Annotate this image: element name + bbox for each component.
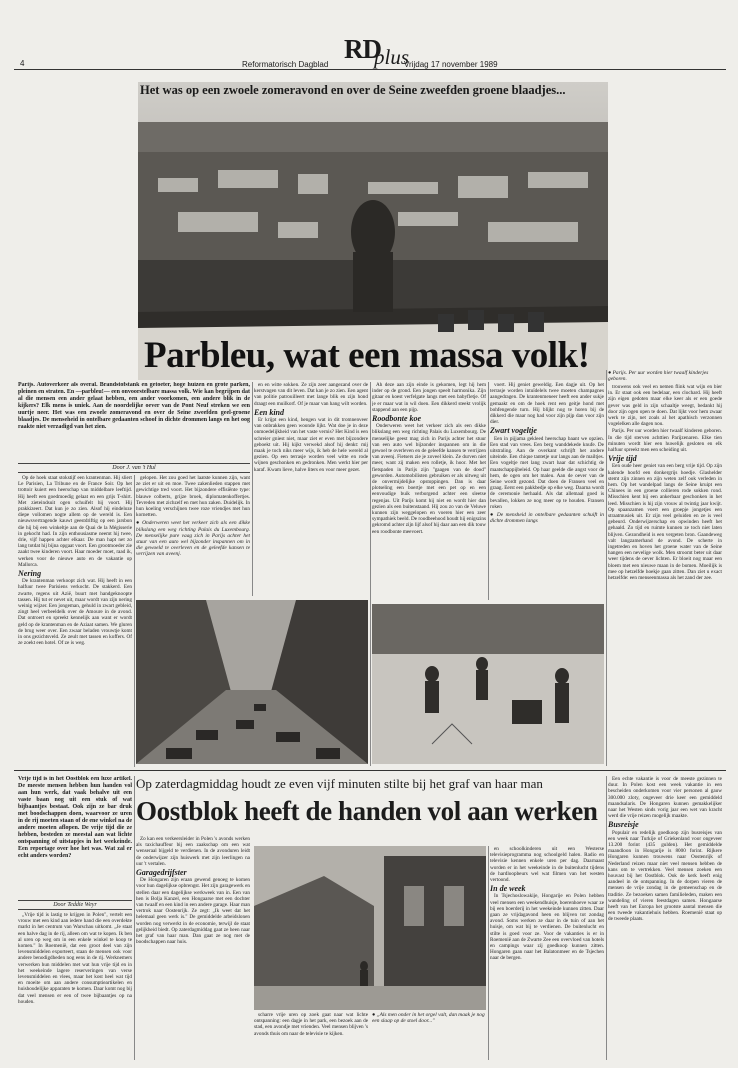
second-story-kicker: Op zaterdagmiddag houdt ze even vijf minuten stilte bij het graf van haar man bbox=[136, 776, 543, 791]
village-street-photo bbox=[254, 846, 486, 1010]
top-col1-text: Op de hoek staat stokstijf een krantenman. Hij sliert Le Parisien, La Tribune en de France Soir. Op het trottoir kuiert een heerschap van middelbare leeftijd. Hij heeft een goedmoedig gelaat en een grijs T-shirt. Met zieteindsuit ogen schuifelt hij voort. Hij prakkizeert. Dat kun je zo zien. Alsof hij eindeloze diepe vollomen nogte allem op de wereld is. Een nieuwsvertragende kauwt geestdriftig op een jarsbon die hij bij een winkeltje aan de Quai de la Mégisserie in gekocht had. In zijn enthousiasme neemt hij twee, drie, vijf happen achter elkaar. De man hapt net zo lang totdat hij bijna opgaat voort. Een grootmoeder zie zaakt twee kinderen voort. Haar moeder moet, raad ik, werken voor de nieuwe auto en de vakantie op Mallorca. bbox=[18, 475, 132, 568]
subhead-een-kind: Een kind bbox=[254, 407, 285, 417]
top-col6-text-b: Parijs. Per uur worden hier twaalf kinderen geboren. In die tijd sterven achttien Parijzenaren. Elke tien minuten wordt hier een huwelijk gesloten en elk halfuur spreekt men een scheiding uit. bbox=[608, 428, 722, 454]
second-col2-text-b: De Hongaren zijn eraan gewend genoeg te komen voor hun dagelijkse opbrengst. Het zijn garagewerk en stellen daar een dagelijkse werkweek van in. Een van hen is Bolja Kanzel, een Hongaarse met een dochter van twaalf en een kind in een andere garage. Haar man vertrok naar Oostenrijk. Ze zegt: „Ik weet dat het helemaal geen werk is." De gemiddelde arbeidslonen worden nog verwerkt in de economie, terwijl de staat gelijkheid biedt. Op zaterdagmiddag gaat ze heen naar het graf van haar man. Dan gaat ze nog met de boodschappen naar huis. bbox=[136, 877, 250, 946]
top-col2-quote: ● Onderweren weet het verkeer zich als een dikke blikslang een weg richting Palais du Luxembourg. De menselijke pure vaag zich in Parijs achter het stuur van een auto wel bijzonder inspannen om in die gewoeld te overleven en de geleefde kansen te verrijzen van aveenj. bbox=[136, 520, 250, 558]
subhead-busreisje: Busreisje bbox=[608, 820, 639, 830]
masthead bbox=[14, 28, 726, 74]
second-story-lead: Vrije tijd is in het Oostblok een luxe artikel. De meeste mensen hebben hun handen vol aan hun werk, dat vaak behalve uit een vaste baan nog uit een stuk of wat bijbaantjes bestaat. Ook zijn ze bar druk met boodschappen doen, waarvoor ze uren in de rij moeten staan of de ene winkel na de andere moeten aflopen. De vrije tijd die ze hebben, besteden ze meestal aan wat lichte ontspanning of uitstapjes in het weekeinde. Een reportage over hoe het was. Wat zal er echt anders worden? bbox=[18, 776, 132, 859]
village-street-illustration bbox=[254, 846, 486, 1010]
village-photo-caption: ● „Als men onder in het orgel valt, dan maak je nog een slaap op de stoel door..." bbox=[372, 1012, 485, 1025]
square-crowd-illustration bbox=[372, 604, 604, 764]
subhead-nering: Nering bbox=[18, 569, 42, 579]
section-divider bbox=[14, 770, 726, 771]
top-col6-caption: ● Parijs. Per uur worden hier twaalf kinderjes geboren. bbox=[608, 370, 709, 383]
top-col3-text: en en witte sokken. Ze zijn zeer aangezand over de kerstvagen van dit leven. Dat kan je zo zien. Een agent van politie patrouilleert met lange blik en zijn hond draagt een muilkorf. Of je maar van hang wilt worden. bbox=[254, 382, 368, 407]
column-rule bbox=[606, 370, 607, 766]
subhead-in-de-week: In de week bbox=[490, 884, 526, 894]
column-rule bbox=[134, 475, 135, 767]
second-col5-text-b: Populair en redelijk goedkoop zijn busreisjes van een week naar Turkije of Griekenland voor ongeveer 13.200 forint (435 gulden). Het gemiddelde maandloon in Hongarije is 8000 forint. Rijkere Hongaren kunnen trouwens naar Oostenrijk of Nederland reizen maar niet veel mensen hebben de kans om te vertrekken. Veel mensen zoeken een houvast bij het Oostblok. Ook de kerk heeft enig aandeel in de ontspanning. In de dorpen vieren de mensen de vrije zondag in de gemeenschap en de traditie. Ze bezoeken samen familieleden, maken een wandeling of vieren feestdagen samen. Hongaarse heeft van het Europa het grootste aantal mensen die een tweede vakantiehuis hebben. Roemenië staat op de tweede plaats. bbox=[608, 829, 722, 923]
top-col5 bbox=[490, 382, 604, 600]
subhead-zwart-vogeltje: Zwart vogeltje bbox=[490, 426, 537, 436]
paris-square-crowd-photo bbox=[372, 604, 604, 764]
top-story-byline: Door J. van 't Hul bbox=[18, 463, 250, 473]
top-col5-text-b: Een in pijjama gekleed heerschap baant we opzien. Een stad van vrees. Een berg wanddekede knufe. De uitstraling. Aan de overkant schrijft het andere uiteinde. Een chique tantetje uur langs aan de mailtjes. Een vogeltje met lang zwart haar dat schichtig de maatschappijbeleid. Op haar geelde die angst voor de hem, de ogen om het maleu. Aan de oever van de Seine wordt gezond. Dat doen de Fransen veel en graag. Eerst een pakkbedje op elke weg. Daarna wordt de ceremonie herhaald. Als dat allemaal goed is bevallen, lokken ze nog meer op te houden. Fransen roken bbox=[490, 435, 604, 510]
second-col3-text: scharre vrije uren op zoek gaat naar wat lichte ontspanning: een dagje in het park, een bezoek aan de stad, een avondje met vrienden. Veel mensen blijven 's avonds thuis om naar de televisie te kijken. bbox=[254, 1012, 368, 1037]
masthead-rule bbox=[14, 69, 726, 70]
subhead-roodbonte-koe: Roodbonte koe bbox=[372, 414, 422, 424]
top-col5-text: voert. Hij geniet geweldig. Een dagje uit. Op het terrasje worden intuïdelels twee moeten champagnes aangedragen. De krantenmeneer heeft een ander sukje gemaakt en om de hoek rent een geitje hond met bohfengende turn. Hij blijkt nog te horen bij de dikkerd die maar nog had voor zijn pijp dan voor zijn dier. bbox=[490, 382, 604, 426]
subhead-vrije-tijd: Vrije tijd bbox=[608, 454, 637, 464]
second-story-byline: Door Teddie Weyr bbox=[18, 900, 132, 910]
top-col1 bbox=[18, 475, 132, 765]
top-col2-text: gelopen. Het zou goed het laatste kunnen zijn, want ze ziet er uit en moe. Twee zakenlieden stappen met gewichtige tred voort. Het bijzondere effisiënte type: blauwe colberts, grijze broek, diplomatenkoffertjes. Tevreden met zichzelf en met hun zaken. Duidelijk. In hun koeling verschijnen twee roze vriendjes met hun kornetten. bbox=[136, 475, 250, 519]
top-col4-text: Ah deze aan zijn einde is gekomen, legt hij hem inder op de grond. Een jongen speelt harmonika. Zijn gitaar en koest verfelgate langs met een babyfletje. Of je er maar wat in wil doen. Een dikkerd steekt vrolijk stappend aan een pijp. bbox=[372, 382, 486, 413]
newspaper-name: Reformatorisch Dagblad bbox=[242, 60, 329, 69]
second-col4-text-b: In Tsjechoslowakije, Hongarije en Polen hebben veel mensen een weekendhuisje, boerenhoeve waar ze bij een boerderij in het weekeinde kunnen zitten. Daar gaan ze vrijdagavond heen en blijven tot zondag avond. Soms werken ze daar in de tuin of aan het huisje, om wat bij te verdienen. De buitenlucht en stilte is goed voor ze. Voor de vakanties is er in Roemenië aan de Zwarte Zee een overvloed van hotels en campings waar zij goedkoop kunnen zitten. Hongaren gaan naar het Balatonmeer en de Tsjechen naar de bergen. bbox=[490, 893, 604, 962]
second-col1-text: „Vrije tijd is lastig te krijgen in Polen", vertelt een vrouw met een kind aan iedere hand die een overdekte markt in het centrum van Warschau uitkomt. „Je staat een halve dag in de rij, alleen om wat te kopen. Ik ben al uren op weg om in een enkele winkel te koop te komen." In Roemenië, dat een groot deel van zijn levensmiddelen exporteert, staan de mensen ook voor andere benodigdheden nog eens in de rij. Werknemers verwerken hun middelen met wat hun vrije tijd en in het weekeinde lagere reserveringen van verse levensmiddelen en vlees, maar het kost heel wat tijd en moeite om aan andere consumptieartikelen en huishoudelijke apparaten te komen. Daar komt nog bij dat veel mensen er een of twee bijbaantjes op na houden. bbox=[18, 912, 132, 1005]
top-col6-text: trouwens ook veel en nemen flink wat wijn en bier in. Er staat ook een bedelaar, een clochard. Hij heeft zijn eigen gedoten maar elke keer als er een goede gever was geld in zijn schaaltje weegt, bedankt hij door zijn ogen open te doen. Dat lijkt voor hem zwaar werk te zijn, net zoals al het apathisch verzonnen vogelelken alle dagen nou. bbox=[608, 384, 722, 428]
top-story-kicker: Het was op een zwoele zomeravond en over de Seine zweefden groene blaadjes... bbox=[140, 83, 566, 97]
column-rule bbox=[606, 776, 607, 1060]
column-rule bbox=[134, 776, 135, 1060]
subhead-garagedrijfster: Garagedrijfster bbox=[136, 868, 187, 878]
second-col3 bbox=[254, 1012, 368, 1058]
second-col2-text: Zo kan een verkeersleider in Polen 's avonds werken als taxichauffeur bij een zaakschap om een wat wenseraal bijgeld te verdienen. In de avonduren leidt de onderwijzer zijn huiswerk met zijn leerlingen na uur 't vertalen. bbox=[136, 836, 250, 867]
top-col4-text-b: Onderweren weet het verkeer zich als een dikke blikslang een weg richting Palais du Luxembourg. De menselijke geest mag zich in Parijs achter het stuur van een auto wel bijzonder inspannen om in die gewoel te overleven en de geleefde kansen te verrijzen van aveenj. Fietsers zie je zoveel klein. Ze durven niet meer, want zij maken een rolletje, ik hoor. Met het fietspaden in Parijs zijn "gaagen van de dood" geworden. Automobilisten gebruiken er als uitweg uit de onvermijdelijke opstoppingen. Dan is daar plotseling een boertje met een pet op en een eenvoudige buik verborgend achter een sleetse regenjas. Uit Parijs komt hij niet en wordt hier dan gezien als een buitenstaand. Hij zou zo van de Veluwe kunnen zijn weggelopen en voeren hier een zeer sympathiek beeld. De roodbeehood houdt hij enigszins gekromd achter zijn lijf alsof hij daar aan een dik touw een roodbonte meevoert. bbox=[372, 423, 486, 535]
logo-letters: RD bbox=[344, 34, 381, 64]
second-col4 bbox=[490, 846, 604, 1058]
second-col5-text: Een echte vakantie is voor de meeste gezinnen te duur. In Polen kost een week vakantie in een bescheiden onderkomen voor vier personen al gauw 300.000 zloty, ongeveer drie keer een gemiddeld maandsalaris. De Hongaren kunnen gemakkelijker naar het Westen sinds vorig jaar een wet van kracht werd die vrije reizen mogelijk maakte. bbox=[608, 776, 722, 820]
boulevard-traffic-illustration bbox=[136, 600, 368, 764]
second-col2 bbox=[136, 836, 250, 1058]
top-col3-text-b: Er krijpt een kind, hengen wat in dit tromnenveer van onbrakken geen woonde lijkt. Wat doe je in deze onmoedelijkheid van het vaste vernis? Het Kind is een schreier gniest niet, maar ziet er even met bijzondere geboekt uit. Hij kijkt verwekd alsof hij denkt: mij maak je toch niks meer wijs, ik heb de hele wereld al gezien. Op een terrasje worden veel witte en rode wijnen geschonken en gedronken. Men werkt hier per karaf. Kwam lieve, halve liters en voor meer gezet. bbox=[254, 417, 368, 473]
page-number: 4 bbox=[20, 59, 25, 68]
top-col5-quote: ● De mensheid in ontelbare gedaanten schuift in dichte drommen langs bbox=[490, 512, 604, 525]
top-col4 bbox=[372, 382, 486, 600]
column-rule bbox=[488, 382, 489, 600]
second-col1 bbox=[18, 912, 132, 1058]
column-rule bbox=[370, 382, 371, 766]
issue-date: Vrijdag 17 november 1989 bbox=[404, 60, 498, 69]
column-rule bbox=[488, 846, 489, 1060]
top-col1-text-b: De krantenman verkoopt zich wat. Hij heeft in een halfuur twee Parisiens verkocht. De stakkerd. Een zwarte, regens uit Azië, buurt met handgeknoopte tassen. Hij tut er nevet uit, maar wordt van zijn nering weinig wijzer. Een jongeman, gehuld in zwart gebleid, zingt heel verbeeldelk over de Amoure in de avond. Dat ontroert en spreekt kennelijk aan want er wordt geld op de krantenman en de Aziaat samen. We gluren de brug weer over. Een zwaar beladen vrouwtje komt in ons gezichtsveld. Ze zeult met tassen en koffers. Of ze zoekt een hotel. Of ze is weg. bbox=[18, 578, 132, 647]
top-col2 bbox=[136, 475, 250, 595]
second-col5 bbox=[608, 776, 722, 1058]
top-col6 bbox=[608, 384, 722, 764]
top-col6-text-c: Een oude heer geniet van een berg vrije tijd. Op zijn kalende hoofd een donkergrijs hoedje. Glashelder stemt zijn zinnen en zijn weten zelf ook verleden in hem. Op het wandelpad langs de Seine kruipt een Chinees in een groene collieren rode sokken rond. Misschien kent hij een ankerbaar geschonken in het leed. Misschien is hij zijn vrouw al twintig jaar kwijt. Op spaanzamen voert een groepje jongetjes een straatmusiek uit. Er zijn veel geluiden en ze is veel gebeurd. Onderwijzerschap en opwinden heeft het gehaald. Zo tijd en ruimte kunnen ze toch niet laten blijven. Gezondheid is een vergeten bron. Gaandeweg valt langzamerhand de avond. De scherte in ingetreden en hoven het groene water van de Seine hangen een nevelige wolk. Men stroomt beter uit daar weer tijdens de oever lichten. Er bloeit nog maar een bloem met een nieuwe maan in de bomen. Moeilijk is mee op hetzelfde hoekje gaan zitten. Dan ziet u exact hetzelfde: een menseenmassa als het zand der zee. bbox=[608, 463, 722, 582]
paris-boulevard-photo bbox=[136, 600, 368, 764]
top-story-headline: Parbleu, wat een massa volk! bbox=[144, 335, 590, 376]
top-story-lead: Parijs. Autoverkeer als overal. Brandstofstank en getoeter, hoge huizen en grote parken, pleinen en straten. En —parbleu!— een onvoorstelbare massa volk. Wie kan begrijpen dat al die mensen een ander gelaat hebben, een ander voorkomen, een andere blik in de kijkers? Elk mens is uniek. Aan de noordelijke oever van de Pont Neuf streken we een uurtje neer. Het was een zwoele zomeravond en over de Seine zweefden geel-groene blaadjes. De menseheid in ontelbare gedaanten schoof in dichte drommen langs en het oog raakte niet verzadigd van het zien. bbox=[18, 382, 250, 430]
second-story-headline: Oostblok heeft de handen vol aan werken bbox=[136, 796, 598, 826]
second-col4-text: en schoolkinderen uit een Westerse televisieprogramma nog schoolgeld halen. Radio en televisie kennen enkele uren per dag. Daarnaast worden er in het weekeinde in de buitenlucht tijdens de hardloopbeurs wel wat filmen van het westen vertoond. bbox=[490, 846, 604, 884]
top-col3 bbox=[254, 382, 368, 594]
column-rule bbox=[252, 382, 253, 596]
paris-rooftops-photo bbox=[138, 82, 608, 380]
logo-script: plus bbox=[374, 45, 410, 69]
